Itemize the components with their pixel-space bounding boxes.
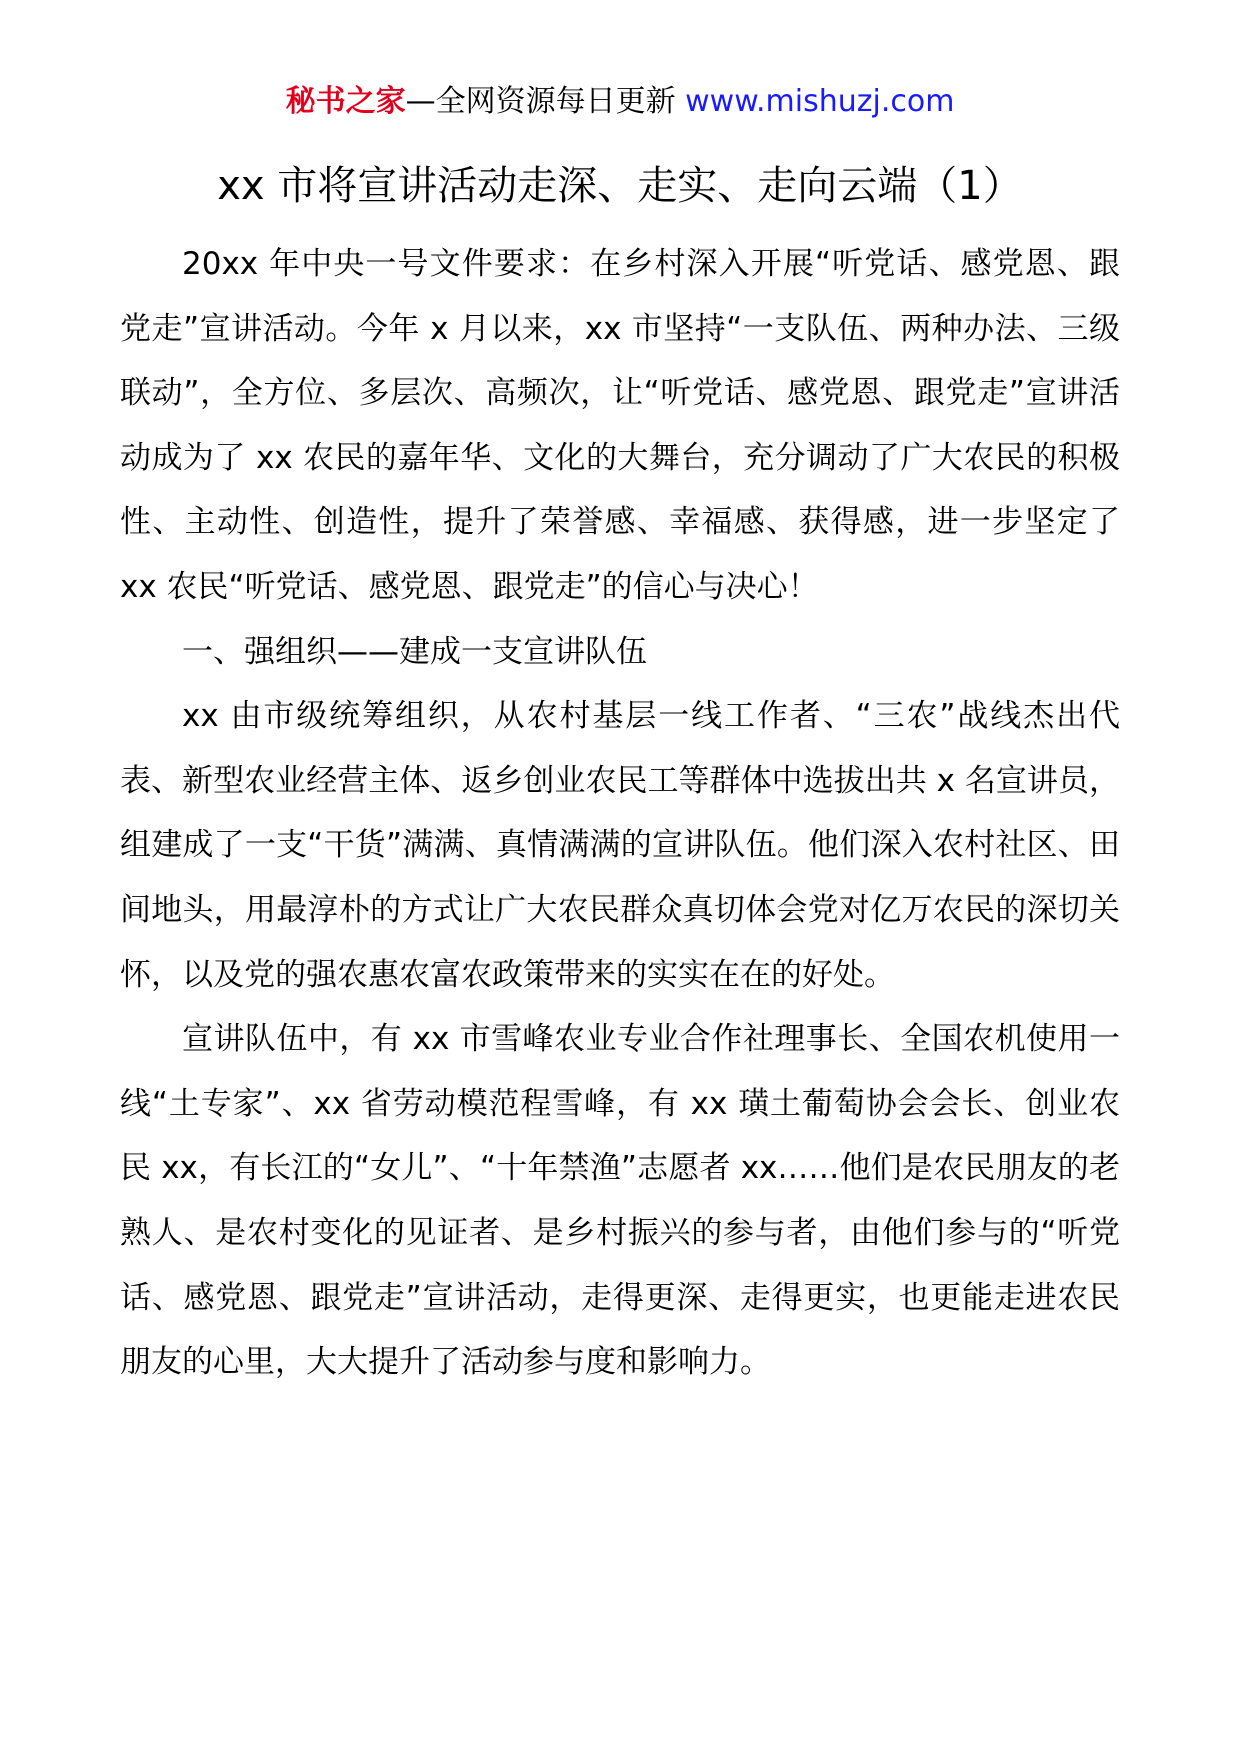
brand-name: 秘书之家 (285, 84, 406, 119)
document-body (120, 232, 1120, 1395)
paragraph-team: xx 由市级统筹组织，从农村基层一线工作者、“三农”战线杰出代表、新型农业经营主体、返乡创业农民工等群体中选拔出共 x 名宣讲员，组建成了一支“干货”满满、真情满满的宣讲队伍。他们深入农村社区、田间地头，用最淳朴的方式让广大农民群众真切体会党对亿万农民的深切关怀，以及党的强农惠农富农政策带来的实实在在的好处。 (120, 698, 1120, 993)
section-heading-1: 一、强组织——建成一支宣讲队伍 (182, 633, 647, 670)
header-slogan: —全网资源每日更新 (405, 84, 686, 119)
site-url-link[interactable]: www.mishuzj.com (685, 84, 955, 119)
site-header (0, 82, 1240, 122)
paragraph-intro: 20xx 年中央一号文件要求：在乡村深入开展“听党话、感党恩、跟党走”宣讲活动。今年 x 月以来，xx 市坚持“一支队伍、两种办法、三级联动”，全方位、多层次、高频次，让“听党话、感党恩、跟党走”宣讲活动成为了 xx 农民的嘉年华、文化的大舞台，充分调动了广大农民的积极性、主动性、创造性，提升了荣誉感、幸福感、获得感，进一步坚定了 xx 农民“听党话、感党恩、跟党走”的信心与决心！ (120, 246, 1120, 605)
paragraph-team-members: 宣讲队伍中，有 xx 市雪峰农业专业合作社理事长、全国农机使用一线“土专家”、xx 省劳动模范程雪峰，有 xx 璜土葡萄协会会长、创业农民 xx，有长江的“女儿”、“十年禁渔”志愿者 xx……他们是农民朋友的老熟人、是农村变化的见证者、是乡村振兴的参与者，由他们参与的“听党话、感党恩、跟党走”宣讲活动，走得更深、走得更实，也更能走进农民朋友的心里，大大提升了活动参与度和影响力。 (120, 1021, 1120, 1381)
document-title: xx 市将宣讲活动走深、走实、走向云端（1） (217, 163, 1023, 209)
